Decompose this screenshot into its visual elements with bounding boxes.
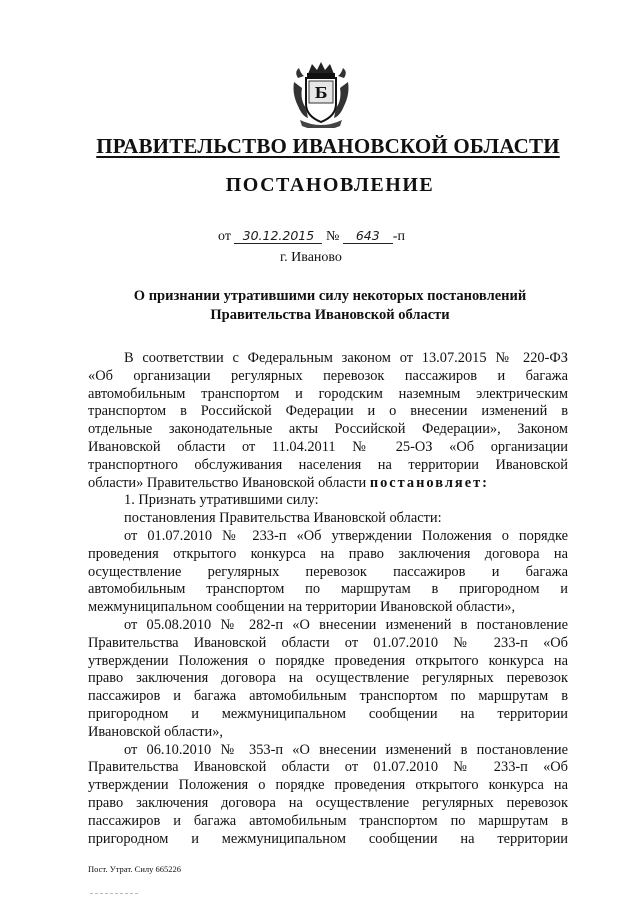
body-line: В соответствии с Федеральным законом от 13.07.2015 № 220-ФЗ xyxy=(124,350,568,366)
document-date: 30.12.2015 xyxy=(234,229,322,244)
body-line: пригородном и межмуниципальном сообщении на территории xyxy=(88,705,568,722)
footer-note: Пост. Утрат. Силу 665226 xyxy=(88,864,181,874)
city: г. Иваново xyxy=(280,250,342,265)
body-line xyxy=(88,475,568,493)
body-line: «Об организации регулярных перевозок пассажиров и багажа xyxy=(88,367,568,384)
body-line: проведения открытого конкурса на право заключения договора на xyxy=(88,545,568,562)
body-line: транспортного обслуживания населения на территории Ивановской xyxy=(88,456,568,473)
subject-line: О признании утратившими силу некоторых постановлений xyxy=(133,288,527,304)
body-line: право заключения договора на осуществление регулярных перевозок xyxy=(88,794,568,811)
document-number: 643 xyxy=(343,229,393,244)
body-line: пассажиров и багажа автомобильным транспортом по маршрутам в xyxy=(88,812,568,829)
date-number-line xyxy=(218,229,405,245)
body-line: от 01.07.2010 № 233-п «Об утверждении Положения о порядке xyxy=(124,527,568,544)
body-line: от 05.08.2010 № 282-п «О внесении изменений в постановление xyxy=(124,616,568,633)
document-subject xyxy=(80,287,580,325)
body-line: Ивановской области от 11.04.2011 № 25-ОЗ «Об организации xyxy=(88,438,568,455)
body-line: автомобильным транспортом по маршрутам в пригородном и xyxy=(88,581,568,598)
coat-of-arms-icon xyxy=(290,60,352,128)
body-line: транспортом в Российской Федерации и о внесении изменений в xyxy=(88,403,568,420)
subject-line: Правительства Ивановской области xyxy=(210,307,450,323)
body-line: право заключения договора на осуществление регулярных перевозок xyxy=(88,670,568,687)
body-line: автомобильным транспортом и городским наземным электрическим xyxy=(88,385,568,402)
body-line: утверждении Положения о порядке проведения открытого конкурса на xyxy=(88,777,568,794)
body-line: пассажиров и багажа автомобильным транспортом по маршрутам в xyxy=(88,688,568,705)
body-line: осуществление регулярных перевозок пассажиров и багажа xyxy=(88,563,568,580)
scan-artifact xyxy=(90,893,138,894)
body-text: области» Правительство Ивановской области xyxy=(88,474,367,491)
body-line: Правительства Ивановской области от 01.07.2010 № 233-п «Об xyxy=(88,759,568,776)
body-line: Ивановской области», xyxy=(88,723,224,740)
document-body xyxy=(88,350,568,848)
body-line: межмуниципальном сообщении на территории Ивановской области», xyxy=(88,599,516,616)
item-heading: 1. Признать утратившими силу: xyxy=(124,492,319,509)
body-line: отдельные законодательные акты Российской Федерации», Законом xyxy=(88,421,568,438)
government-title: ПРАВИТЕЛЬСТВО ИВАНОВСКОЙ ОБЛАСТИ xyxy=(96,134,560,158)
decree-word: постановляет: xyxy=(369,474,489,491)
body-line: пригородном и межмуниципальном сообщении на территории xyxy=(88,830,568,847)
body-line: от 06.10.2010 № 353-п «О внесении изменений в постановление xyxy=(124,741,568,758)
svg-text:Б: Б xyxy=(314,84,328,102)
date-prefix: от xyxy=(218,229,231,244)
document-type: ПОСТАНОВЛЕНИЕ xyxy=(225,174,435,196)
item-subheading: постановления Правительства Ивановской области: xyxy=(124,510,442,527)
body-line: Правительства Ивановской области от 01.07.2010 № 233-п «Об xyxy=(88,634,568,651)
body-line: утверждении Положения о порядке проведения открытого конкурса на xyxy=(88,652,568,669)
number-suffix: -п xyxy=(392,229,405,244)
number-prefix: № xyxy=(325,229,340,244)
